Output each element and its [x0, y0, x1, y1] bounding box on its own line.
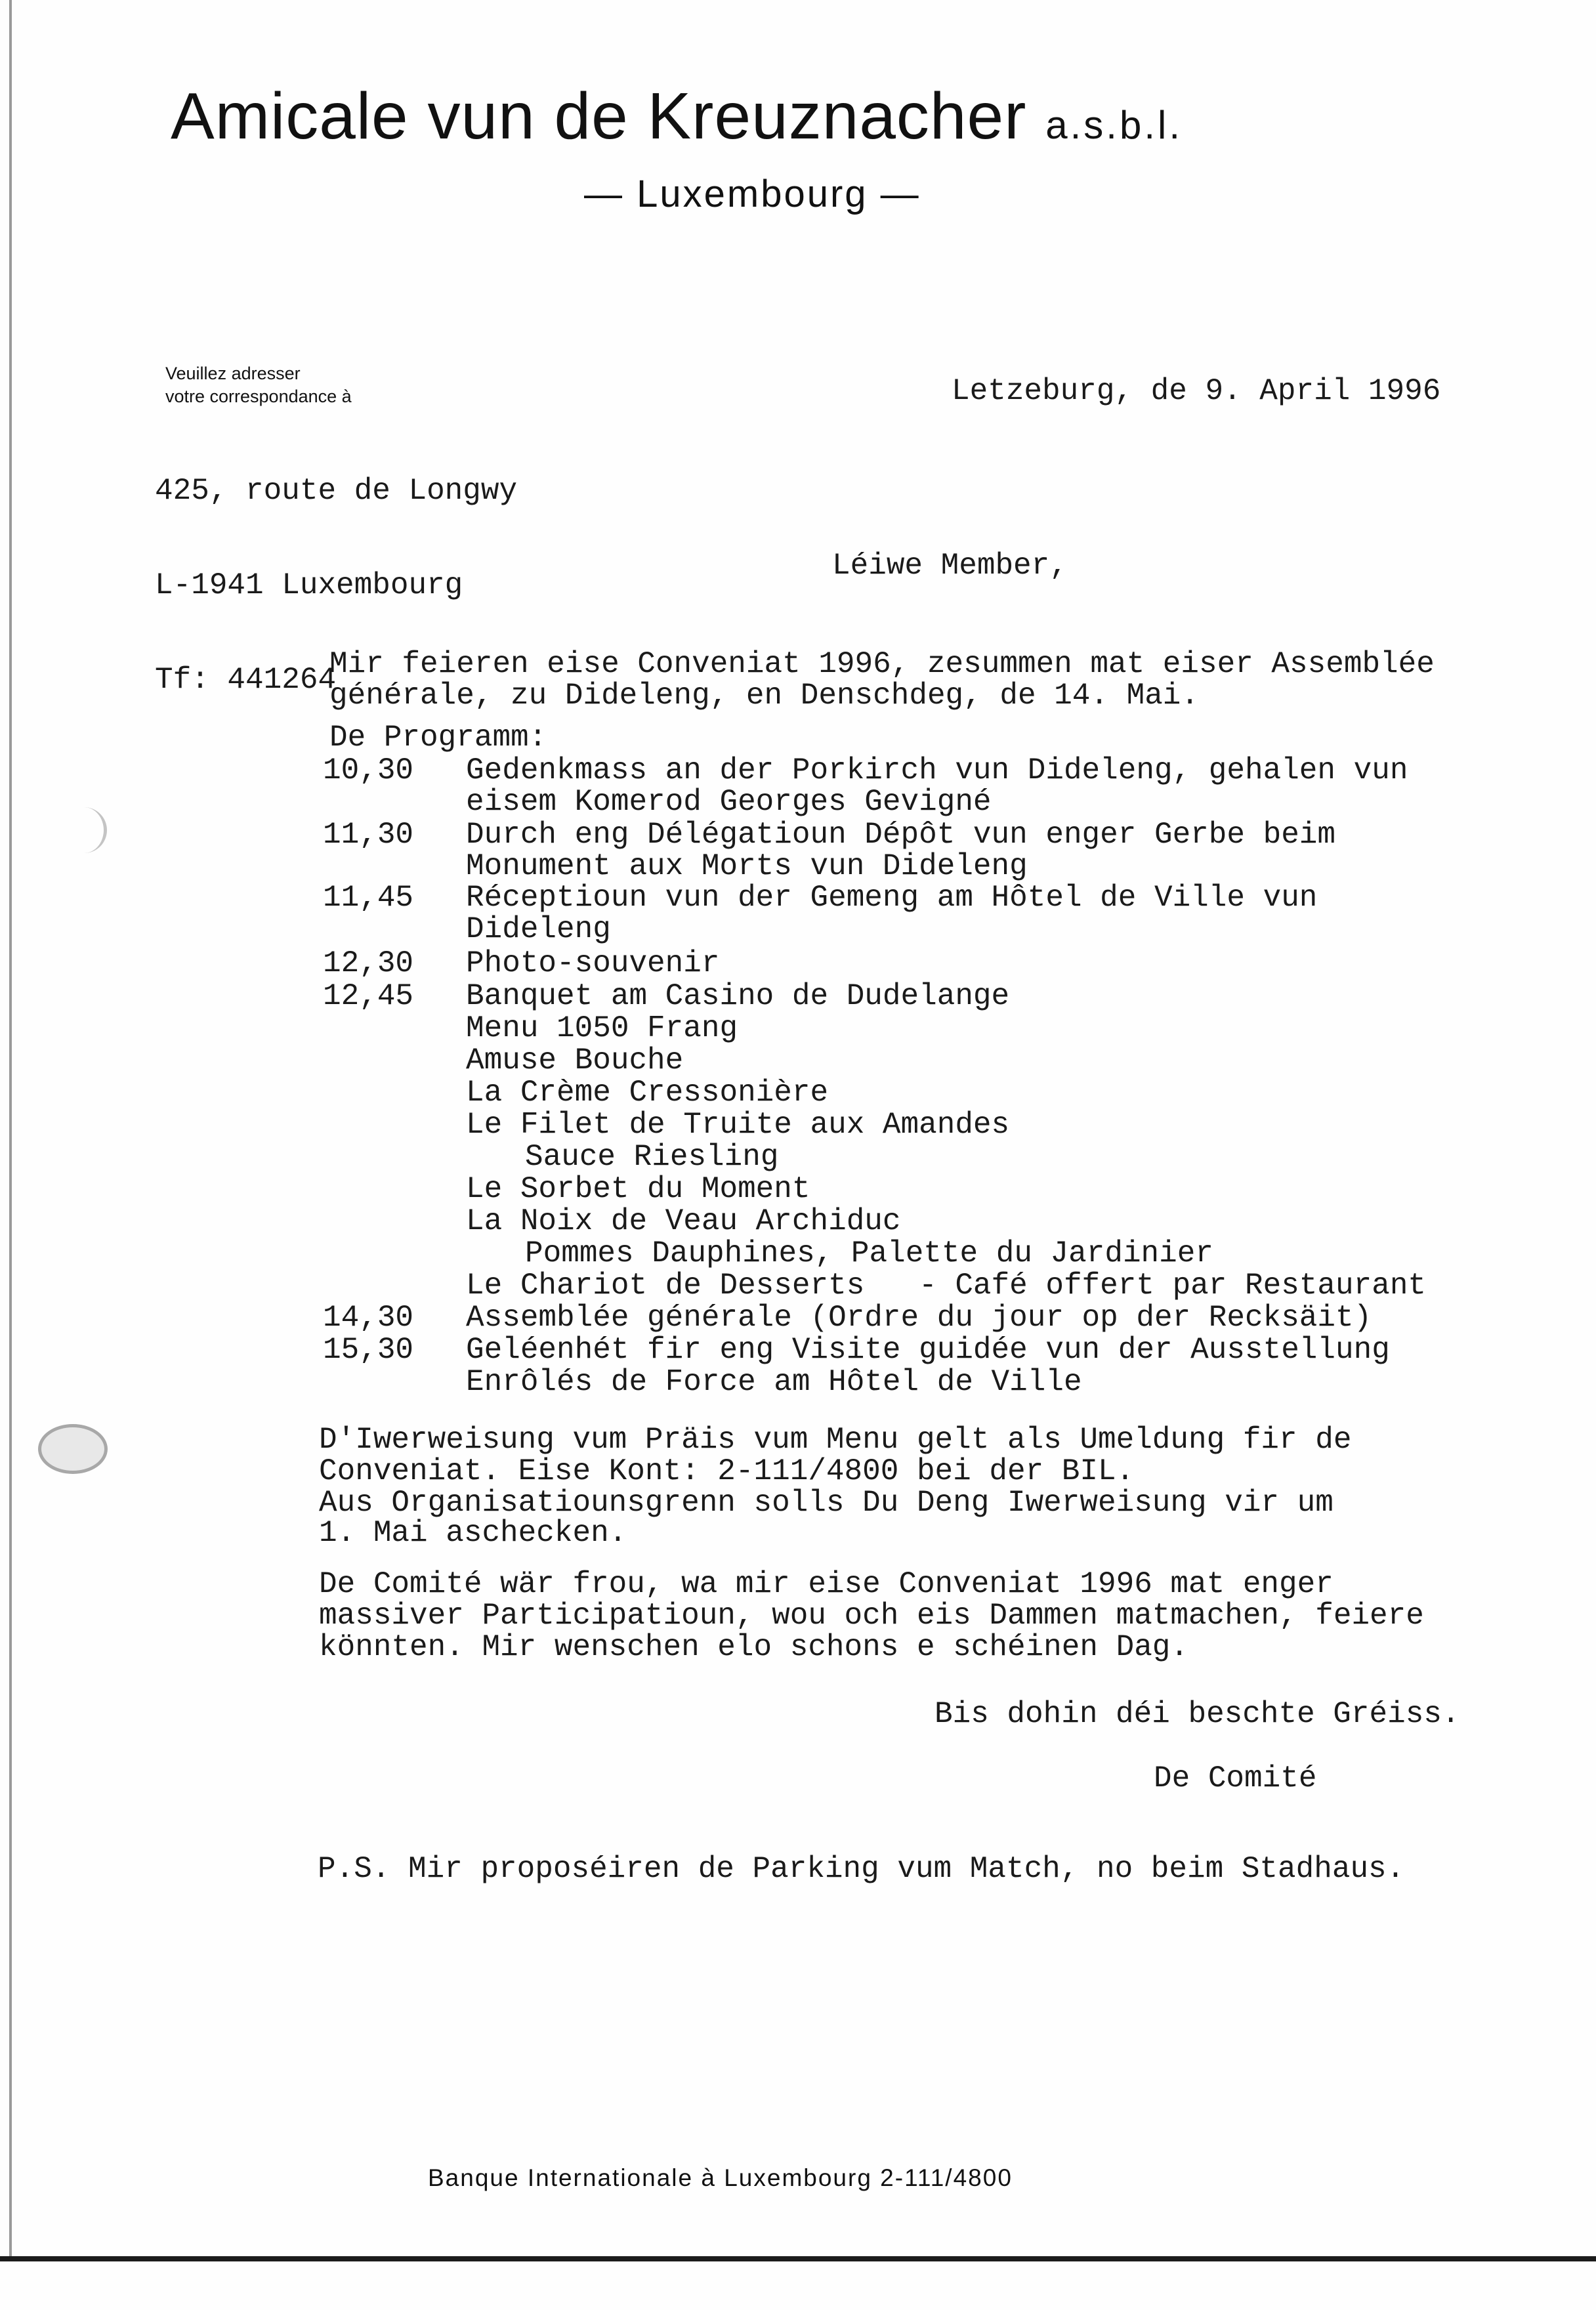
- menu-line: La Noix de Veau Archiduc: [466, 1204, 901, 1238]
- program-time: 12,45: [323, 979, 414, 1013]
- address-note-line: votre correspondance à: [165, 387, 352, 406]
- program-item-line: eisem Komerod Georges Gevigné: [466, 785, 992, 819]
- menu-line: Le Chariot de Desserts - Café offert par Restaurant: [466, 1269, 1427, 1303]
- letter-date: Letzeburg, de 9. April 1996: [952, 374, 1441, 408]
- menu-line: Menu 1050 Frang: [466, 1011, 738, 1045]
- program-item-line: Dideleng: [466, 912, 611, 946]
- closing-line: massiver Participatioun, wou och eis Dammen matmachen, feiere: [319, 1599, 1424, 1633]
- program-item-line: Gedenkmass an der Porkirch vun Dideleng, gehalen vun: [466, 753, 1408, 788]
- footer-rule: [0, 2256, 1596, 2261]
- address-note: [165, 362, 352, 408]
- program-item-line: Geléenhét fir eng Visite guidée vun der Ausstellung: [466, 1333, 1390, 1367]
- program-time: 11,45: [323, 881, 414, 915]
- organization-name: Amicale vun de Kreuznacher: [171, 79, 1027, 153]
- organization-suffix: a.s.b.l.: [1045, 103, 1183, 147]
- program-item-line: Enrôlés de Force am Hôtel de Ville: [466, 1365, 1082, 1399]
- letterhead-city: — Luxembourg —: [584, 173, 921, 215]
- payment-line: D'Iwerweisung vum Präis vum Menu gelt als Umeldung fir de: [319, 1423, 1352, 1457]
- program-item-line: Monument aux Morts vun Dideleng: [466, 849, 1028, 883]
- program-time: 10,30: [323, 753, 414, 788]
- menu-line: Le Filet de Truite aux Amandes: [466, 1108, 1010, 1142]
- address-postcode: L-1941 Luxembourg: [155, 568, 463, 602]
- menu-line: Pommes Dauphines, Palette du Jardinier: [525, 1236, 1213, 1270]
- footer-bank-details: Banque Internationale à Luxembourg 2-111/4800: [428, 2164, 1013, 2191]
- program-item-line: Assemblée générale (Ordre du jour op der Recksäit): [466, 1301, 1372, 1335]
- intro-line: générale, zu Dideleng, en Denschdeg, de 14. Mai.: [329, 679, 1200, 713]
- address-note-line: Veuillez adresser: [165, 364, 301, 383]
- menu-line: Le Sorbet du Moment: [466, 1172, 810, 1206]
- postscript: P.S. Mir proposéiren de Parking vum Match, no beim Stadhaus.: [318, 1852, 1405, 1886]
- closing-line: De Comité wär frou, wa mir eise Conveniat 1996 mat enger: [319, 1567, 1334, 1601]
- address-phone: Tf: 441264: [155, 663, 337, 697]
- program-item-line: Photo-souvenir: [466, 946, 720, 980]
- salutation: Léiwe Member,: [832, 549, 1068, 583]
- payment-line: 1. Mai aschecken.: [319, 1516, 627, 1550]
- program-item-line: Banquet am Casino de Dudelange: [466, 979, 1010, 1013]
- program-time: 12,30: [323, 946, 414, 980]
- closing-line: könnten. Mir wenschen elo schons e schéinen Dag.: [319, 1630, 1189, 1664]
- menu-line: La Crème Cressonière: [466, 1076, 829, 1110]
- payment-line: Conveniat. Eise Kont: 2-111/4800 bei der BIL.: [319, 1454, 1135, 1488]
- program-item-line: Durch eng Délégatioun Dépôt vun enger Gerbe beim: [466, 818, 1336, 852]
- binder-hole-mark: [77, 807, 107, 853]
- address-street: 425, route de Longwy: [155, 474, 518, 508]
- menu-line: Sauce Riesling: [525, 1140, 779, 1174]
- letterhead-title: [171, 79, 1183, 154]
- intro-line: Mir feieren eise Conveniat 1996, zesummen mat eiser Assemblée: [329, 647, 1435, 681]
- page-edge-rule: [9, 0, 12, 2258]
- greeting: Bis dohin déi beschte Gréiss.: [934, 1697, 1460, 1731]
- signature: De Comité: [1154, 1761, 1317, 1796]
- menu-line: Amuse Bouche: [466, 1043, 684, 1078]
- program-time: 14,30: [323, 1301, 414, 1335]
- punch-hole-mark: [38, 1424, 108, 1474]
- program-item-line: Réceptioun vun der Gemeng am Hôtel de Ville vun: [466, 881, 1318, 915]
- payment-line: Aus Organisatiounsgrenn solls Du Deng Iwerweisung vir um: [319, 1486, 1334, 1520]
- program-time: 11,30: [323, 818, 414, 852]
- program-time: 15,30: [323, 1333, 414, 1367]
- program-heading: De Programm:: [329, 721, 547, 755]
